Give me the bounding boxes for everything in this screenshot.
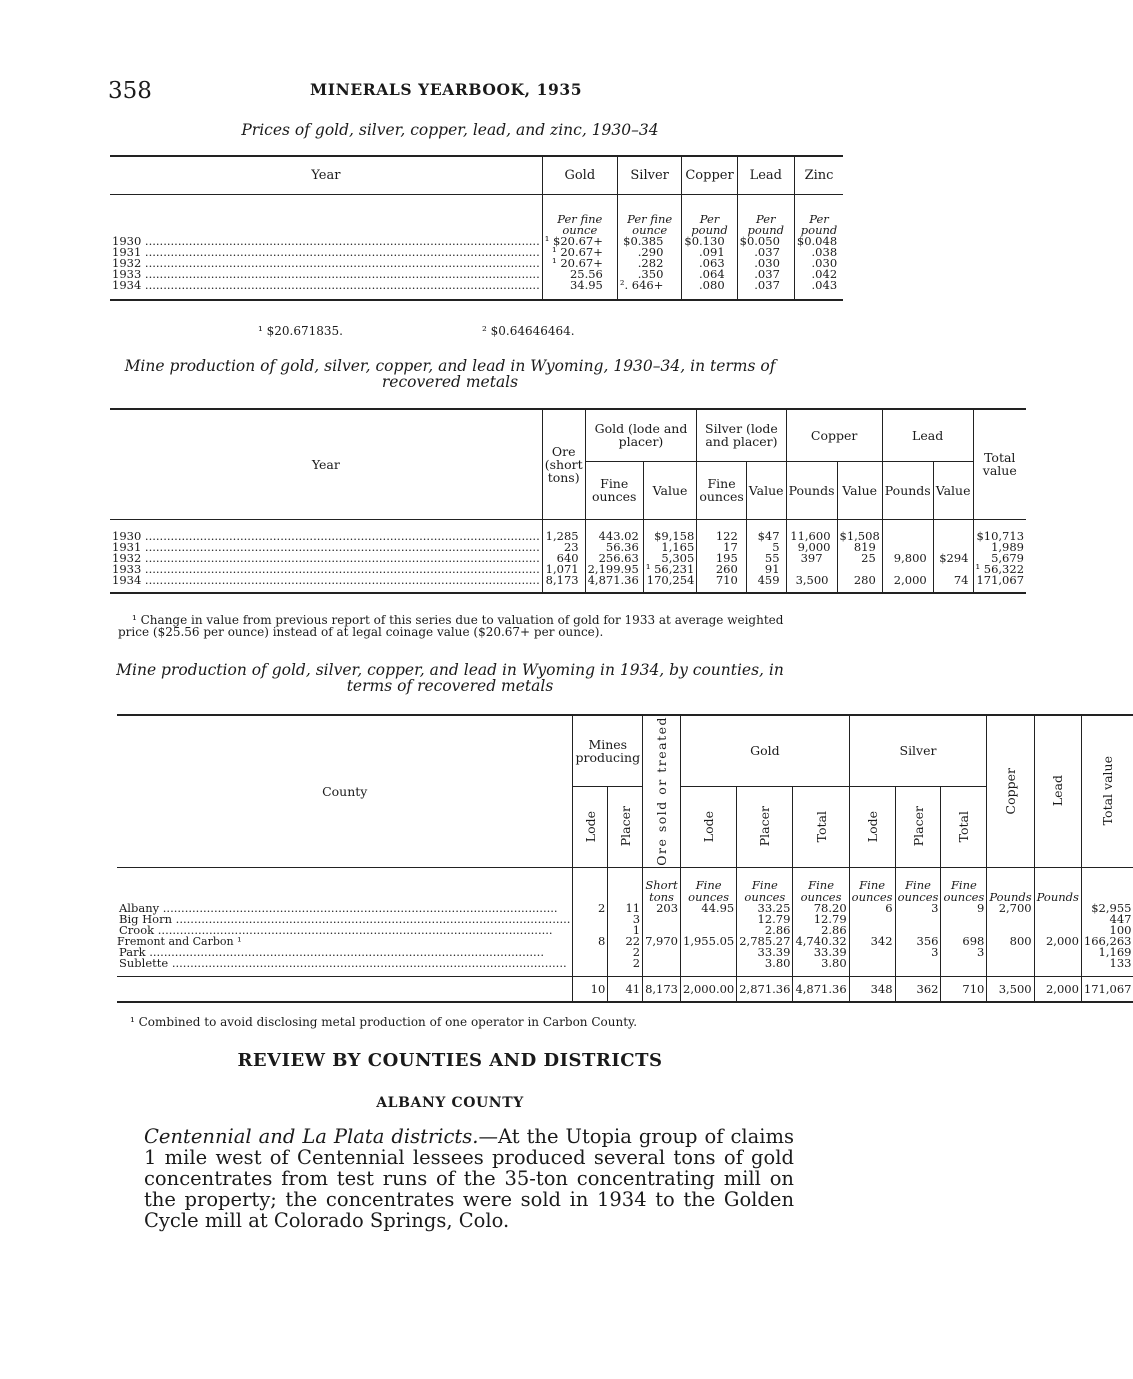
table-cell: 362 — [895, 976, 941, 1002]
table-cell — [849, 947, 895, 958]
hdr-copper — [987, 715, 1034, 867]
cell: ¹ 20.67+ — [542, 258, 617, 269]
table-cell: 5,679 — [973, 553, 1026, 564]
table-cell: 348 — [849, 976, 895, 1002]
cell: .030 — [737, 258, 794, 269]
table-cell — [573, 947, 608, 958]
table-cell: 5 — [746, 542, 786, 553]
col-year: Year — [311, 167, 341, 183]
cell: .037 — [737, 280, 794, 300]
cell: .037 — [737, 269, 794, 280]
hdr-lead: Lead — [882, 409, 973, 461]
table-cell: 4,871.36 — [585, 575, 643, 593]
lode-label: Lode — [582, 810, 598, 842]
cell: .080 — [682, 280, 737, 300]
unit-fine-oz: Fine ounces — [895, 867, 941, 903]
table-cell — [117, 867, 573, 903]
unit-short-tons: Short tons — [643, 867, 681, 903]
table-cell — [933, 519, 973, 531]
table-cell: 2,000 — [1034, 936, 1081, 947]
silver-total-label: Total — [956, 810, 972, 842]
table1-footnote-2: ² $0.64646464. — [482, 324, 575, 338]
table-cell: 2,700 — [987, 903, 1034, 914]
table-cell: 1,071 — [542, 564, 585, 575]
cell: .091 — [682, 247, 737, 258]
table-cell — [882, 531, 933, 542]
cell: $0.048 — [794, 236, 843, 247]
table-cell: 3 — [608, 914, 643, 925]
table-cell: 9 — [941, 903, 987, 914]
body-paragraph — [144, 1126, 794, 1231]
table-cell: 78.20 — [793, 903, 849, 914]
unit-gold: Per fine ounce — [542, 194, 617, 236]
table-cell — [1034, 958, 1081, 976]
unit-fine-oz: Fine ounces — [681, 867, 737, 903]
county-production-table — [117, 714, 1133, 1003]
cell: 34.95 — [542, 280, 617, 300]
table-cell: 459 — [746, 575, 786, 593]
table-cell: 1934 ..... — [110, 575, 542, 593]
table-cell — [895, 786, 941, 867]
table-cell: 56.36 — [585, 542, 643, 553]
hdr-value: Value — [643, 461, 697, 519]
table-cell: 122 — [697, 531, 746, 542]
unit-pounds: Pounds — [987, 867, 1034, 903]
table-cell: $47 — [746, 531, 786, 542]
table-cell: 640 — [542, 553, 585, 564]
hdr-mines: Mines producing — [573, 715, 643, 786]
table3-caption: Mine production of gold, silver, copper, and lead in Wyoming in 1934, by counties, in terms of recovered metals — [116, 661, 784, 695]
table-cell: 11 — [608, 903, 643, 914]
table-cell — [573, 867, 608, 903]
table-cell: 3 — [895, 903, 941, 914]
cell: .030 — [794, 258, 843, 269]
table-cell — [987, 914, 1034, 925]
table-cell: 3 — [895, 947, 941, 958]
table-cell: 2,000 — [1034, 976, 1081, 1002]
table1-caption: Prices of gold, silver, copper, lead, and zinc, 1930–34 — [241, 121, 659, 139]
table-cell: 203 — [643, 903, 681, 914]
table-cell — [849, 786, 895, 867]
table-cell: 22 — [608, 936, 643, 947]
cell: .063 — [682, 258, 737, 269]
table-cell — [573, 958, 608, 976]
table-cell: Big Horn ..... — [117, 914, 573, 925]
cell: $0.130 — [682, 236, 737, 247]
silver-placer-label: Placer — [910, 806, 926, 847]
table-cell: 1933 ..... — [110, 564, 542, 575]
col-silver: Silver — [617, 156, 682, 194]
table-cell — [1034, 947, 1081, 958]
copper-label: Copper — [1002, 767, 1018, 815]
hdr-county: County — [322, 783, 368, 799]
table-cell: 12.79 — [793, 914, 849, 925]
cell: .282 — [617, 258, 682, 269]
unit-fine-oz: Fine ounces — [793, 867, 849, 903]
page-number: 358 — [108, 78, 152, 104]
table-cell: 17 — [697, 542, 746, 553]
table-cell: 447 — [1081, 914, 1133, 925]
table-cell: Crook ..... — [117, 925, 573, 936]
hdr-silver: Silver — [849, 715, 987, 786]
hdr-value: Value — [837, 461, 882, 519]
table-cell: 1931 ..... — [110, 542, 542, 553]
table-cell — [849, 914, 895, 925]
table-cell: 2,199.95 — [585, 564, 643, 575]
table-cell: 6 — [849, 903, 895, 914]
table-cell: 443.02 — [585, 531, 643, 542]
silver-lode-label: Lode — [864, 810, 880, 842]
section-heading: REVIEW BY COUNTIES AND DISTRICTS — [237, 1050, 663, 1071]
table-cell — [882, 519, 933, 531]
table-cell: ¹ 56,231 — [643, 564, 697, 575]
table-cell: 10 — [573, 976, 608, 1002]
table-cell — [849, 958, 895, 976]
cell: .043 — [794, 280, 843, 300]
table2-caption: Mine production of gold, silver, copper, and lead in Wyoming, 1930–34, in terms of recovered metals — [124, 357, 776, 391]
table-cell: 33.39 — [793, 947, 849, 958]
table-cell: $9,158 — [643, 531, 697, 542]
table-cell — [1034, 914, 1081, 925]
table-cell: 8 — [573, 936, 608, 947]
table-cell: 1,169 — [1081, 947, 1133, 958]
table-cell: 3.80 — [737, 958, 793, 976]
table-cell: 1,165 — [643, 542, 697, 553]
table-cell: 8,173 — [643, 976, 681, 1002]
table-cell — [117, 976, 573, 1002]
unit-fine-oz: Fine ounces — [941, 867, 987, 903]
table-cell: 2 — [608, 947, 643, 958]
hdr-copper: Copper — [786, 409, 882, 461]
table-row — [117, 958, 1133, 976]
row-year: 1933 ..... — [110, 269, 542, 280]
table-cell — [681, 947, 737, 958]
table-cell — [573, 914, 608, 925]
table-cell: $10,713 — [973, 531, 1026, 542]
cell: $0.050 — [737, 236, 794, 247]
unit-fine-oz: Fine ounces — [849, 867, 895, 903]
hdr-value: Value — [933, 461, 973, 519]
unit-lead: Per pound — [737, 194, 794, 236]
row-year: 1934 ..... — [110, 280, 542, 300]
table-cell: 2,000 — [882, 575, 933, 593]
table-cell: 2,000.00 — [681, 976, 737, 1002]
table-cell: 170,254 — [643, 575, 697, 593]
table-cell: 1,955.05 — [681, 936, 737, 947]
table-cell: 1,989 — [973, 542, 1026, 553]
table-cell: 171,067 — [1081, 976, 1133, 1002]
unit-zinc: Per pound — [794, 194, 843, 236]
table-cell: Albany ..... — [117, 903, 573, 914]
table-cell — [941, 914, 987, 925]
table-cell: 1,285 — [542, 531, 585, 542]
unit-fine-oz: Fine ounces — [737, 867, 793, 903]
table-cell: 710 — [941, 976, 987, 1002]
table-cell: 698 — [941, 936, 987, 947]
hdr-fine-oz: Fine ounces — [697, 461, 746, 519]
row-year: 1931 ..... — [110, 247, 542, 258]
table-cell: 2 — [608, 958, 643, 976]
table-cell: 3,500 — [987, 976, 1034, 1002]
table-cell: 342 — [849, 936, 895, 947]
table-cell: 256.63 — [585, 553, 643, 564]
total-row — [117, 976, 1133, 1002]
gold-lode-label: Lode — [701, 810, 717, 842]
cell: ¹ 20.67+ — [542, 247, 617, 258]
hdr-value: Value — [746, 461, 786, 519]
table-cell — [793, 786, 849, 867]
ore-label: Ore sold or treated — [654, 716, 670, 866]
table-cell — [895, 914, 941, 925]
table-cell — [737, 786, 793, 867]
hdr-ore: Ore (short tons) — [542, 409, 585, 519]
table-cell: 3.80 — [793, 958, 849, 976]
table-cell — [573, 786, 608, 867]
table-row — [110, 280, 843, 300]
table-cell: 280 — [837, 575, 882, 593]
gold-placer-label: Placer — [757, 806, 773, 847]
unit-pounds: Pounds — [1034, 867, 1081, 903]
table-cell: 2,785.27 — [737, 936, 793, 947]
table-cell: $1,508 — [837, 531, 882, 542]
table-cell — [987, 947, 1034, 958]
table-cell: $2,955 — [1081, 903, 1133, 914]
hdr-total-value — [1081, 715, 1133, 867]
cell: .290 — [617, 247, 682, 258]
table-cell: 166,263 — [1081, 936, 1133, 947]
cell: 25.56 — [542, 269, 617, 280]
table-cell — [933, 531, 973, 542]
table-cell: 1 — [608, 925, 643, 936]
cell: .042 — [794, 269, 843, 280]
placer-label: Placer — [617, 806, 633, 847]
wyoming-production-table — [110, 408, 1026, 594]
table-cell: Fremont and Carbon ¹ — [117, 935, 242, 949]
hdr-gold: Gold — [681, 715, 850, 786]
table-cell: 23 — [542, 542, 585, 553]
table-cell: 4,871.36 — [793, 976, 849, 1002]
table-cell: 3,500 — [786, 575, 837, 593]
paragraph-text: —At the Utopia group of claims 1 mile west of Centennial lessees produced several tons of gold concentrates from test runs of the 35-ton concentrating mill on the property; the concentrates were sold in 1934 to the Golden Cycle mill at Colorado Springs, Colo. — [144, 1125, 794, 1232]
table-cell: 5,305 — [643, 553, 697, 564]
hdr-ore — [643, 715, 681, 867]
col-gold: Gold — [542, 156, 617, 194]
table-cell: 3 — [941, 947, 987, 958]
table2-footnote: ¹ Change in value from previous report of this series due to valuation of gold for 1933 at average weighted price ($25.56 per ounce) instead of at legal coinage value ($20.67+ per ounce). — [118, 613, 784, 639]
table-cell: 11,600 — [786, 531, 837, 542]
table-cell — [681, 958, 737, 976]
hdr-silver: Silver (lode and placer) — [697, 409, 786, 461]
cell: $0.385 — [617, 236, 682, 247]
table-cell: 2.86 — [793, 925, 849, 936]
table-cell: $294 — [933, 553, 973, 564]
gold-total-label: Total — [813, 810, 829, 842]
table-cell: 397 — [786, 553, 837, 564]
col-zinc: Zinc — [794, 156, 843, 194]
table-cell — [110, 194, 542, 236]
table-cell: 195 — [697, 553, 746, 564]
table-row — [110, 575, 1026, 593]
table-cell — [941, 958, 987, 976]
hdr-fine-oz: Fine ounces — [585, 461, 643, 519]
subsection-heading: ALBANY COUNTY — [376, 1095, 524, 1111]
table-cell: 44.95 — [681, 903, 737, 914]
unit-silver: Per fine ounce — [617, 194, 682, 236]
cell: .350 — [617, 269, 682, 280]
cell: .038 — [794, 247, 843, 258]
table-cell: Sublette ..... — [117, 958, 573, 976]
table-cell — [643, 914, 681, 925]
cell: .037 — [737, 247, 794, 258]
table-cell — [681, 786, 737, 867]
table-cell: ¹ 56,322 — [973, 564, 1026, 575]
table-cell: 9,800 — [882, 553, 933, 564]
table-cell — [1034, 903, 1081, 914]
col-lead: Lead — [737, 156, 794, 194]
table-cell: 2.86 — [737, 925, 793, 936]
table-cell — [608, 867, 643, 903]
table-cell: 800 — [987, 936, 1034, 947]
table-cell: 1932 ..... — [110, 553, 542, 564]
table-cell: 7,970 — [643, 936, 681, 947]
cell: ¹ $20.67+ — [542, 236, 617, 247]
table-cell: Park ..... — [117, 947, 573, 958]
table1-footnote-1: ¹ $20.671835. — [258, 324, 343, 338]
table-cell: 819 — [837, 542, 882, 553]
table-cell: 74 — [933, 575, 973, 593]
table3-footnote: ¹ Combined to avoid disclosing metal production of one operator in Carbon County. — [130, 1015, 638, 1029]
lead-label: Lead — [1050, 775, 1066, 807]
hdr-pounds: Pounds — [786, 461, 837, 519]
table-cell: 133 — [1081, 958, 1133, 976]
row-year: 1930 ..... — [110, 236, 542, 247]
total-value-label: Total value — [1100, 756, 1116, 826]
table-cell — [1081, 867, 1133, 903]
row-year: 1932 ..... — [110, 258, 542, 269]
table-cell: 91 — [746, 564, 786, 575]
col-copper: Copper — [682, 156, 737, 194]
hdr-total-value: Total value — [973, 409, 1026, 519]
table-cell — [987, 958, 1034, 976]
table-cell: 4,740.32 — [793, 936, 849, 947]
table-cell — [608, 786, 643, 867]
table-cell: 100 — [1081, 925, 1133, 936]
unit-copper: Per pound — [682, 194, 737, 236]
table-cell: 2 — [573, 903, 608, 914]
table-cell: 25 — [837, 553, 882, 564]
running-head: MINERALS YEARBOOK, 1935 — [310, 80, 583, 99]
table-cell: 33.25 — [737, 903, 793, 914]
table-cell: 356 — [895, 936, 941, 947]
hdr-gold: Gold (lode and placer) — [585, 409, 697, 461]
table-cell: 2,871.36 — [737, 976, 793, 1002]
hdr-year: Year — [311, 456, 340, 472]
cell: ². 646+ — [617, 280, 682, 300]
table-cell: 55 — [746, 553, 786, 564]
prices-table — [110, 155, 843, 301]
table-cell: 260 — [697, 564, 746, 575]
table-cell: 171,067 — [973, 575, 1026, 593]
table-cell — [681, 914, 737, 925]
table-cell — [643, 958, 681, 976]
table-cell — [895, 958, 941, 976]
table-cell: 12.79 — [737, 914, 793, 925]
table-cell — [941, 786, 987, 867]
table-cell: 710 — [697, 575, 746, 593]
table-cell: 1930 ..... — [110, 531, 542, 542]
table-cell: 8,173 — [542, 575, 585, 593]
table-cell: 41 — [608, 976, 643, 1002]
table-cell — [643, 947, 681, 958]
hdr-pounds: Pounds — [882, 461, 933, 519]
cell: .064 — [682, 269, 737, 280]
hdr-lead — [1034, 715, 1081, 867]
table-cell: 33.39 — [737, 947, 793, 958]
table-cell: 9,000 — [786, 542, 837, 553]
district-name: Centennial and La Plata districts. — [144, 1125, 479, 1148]
